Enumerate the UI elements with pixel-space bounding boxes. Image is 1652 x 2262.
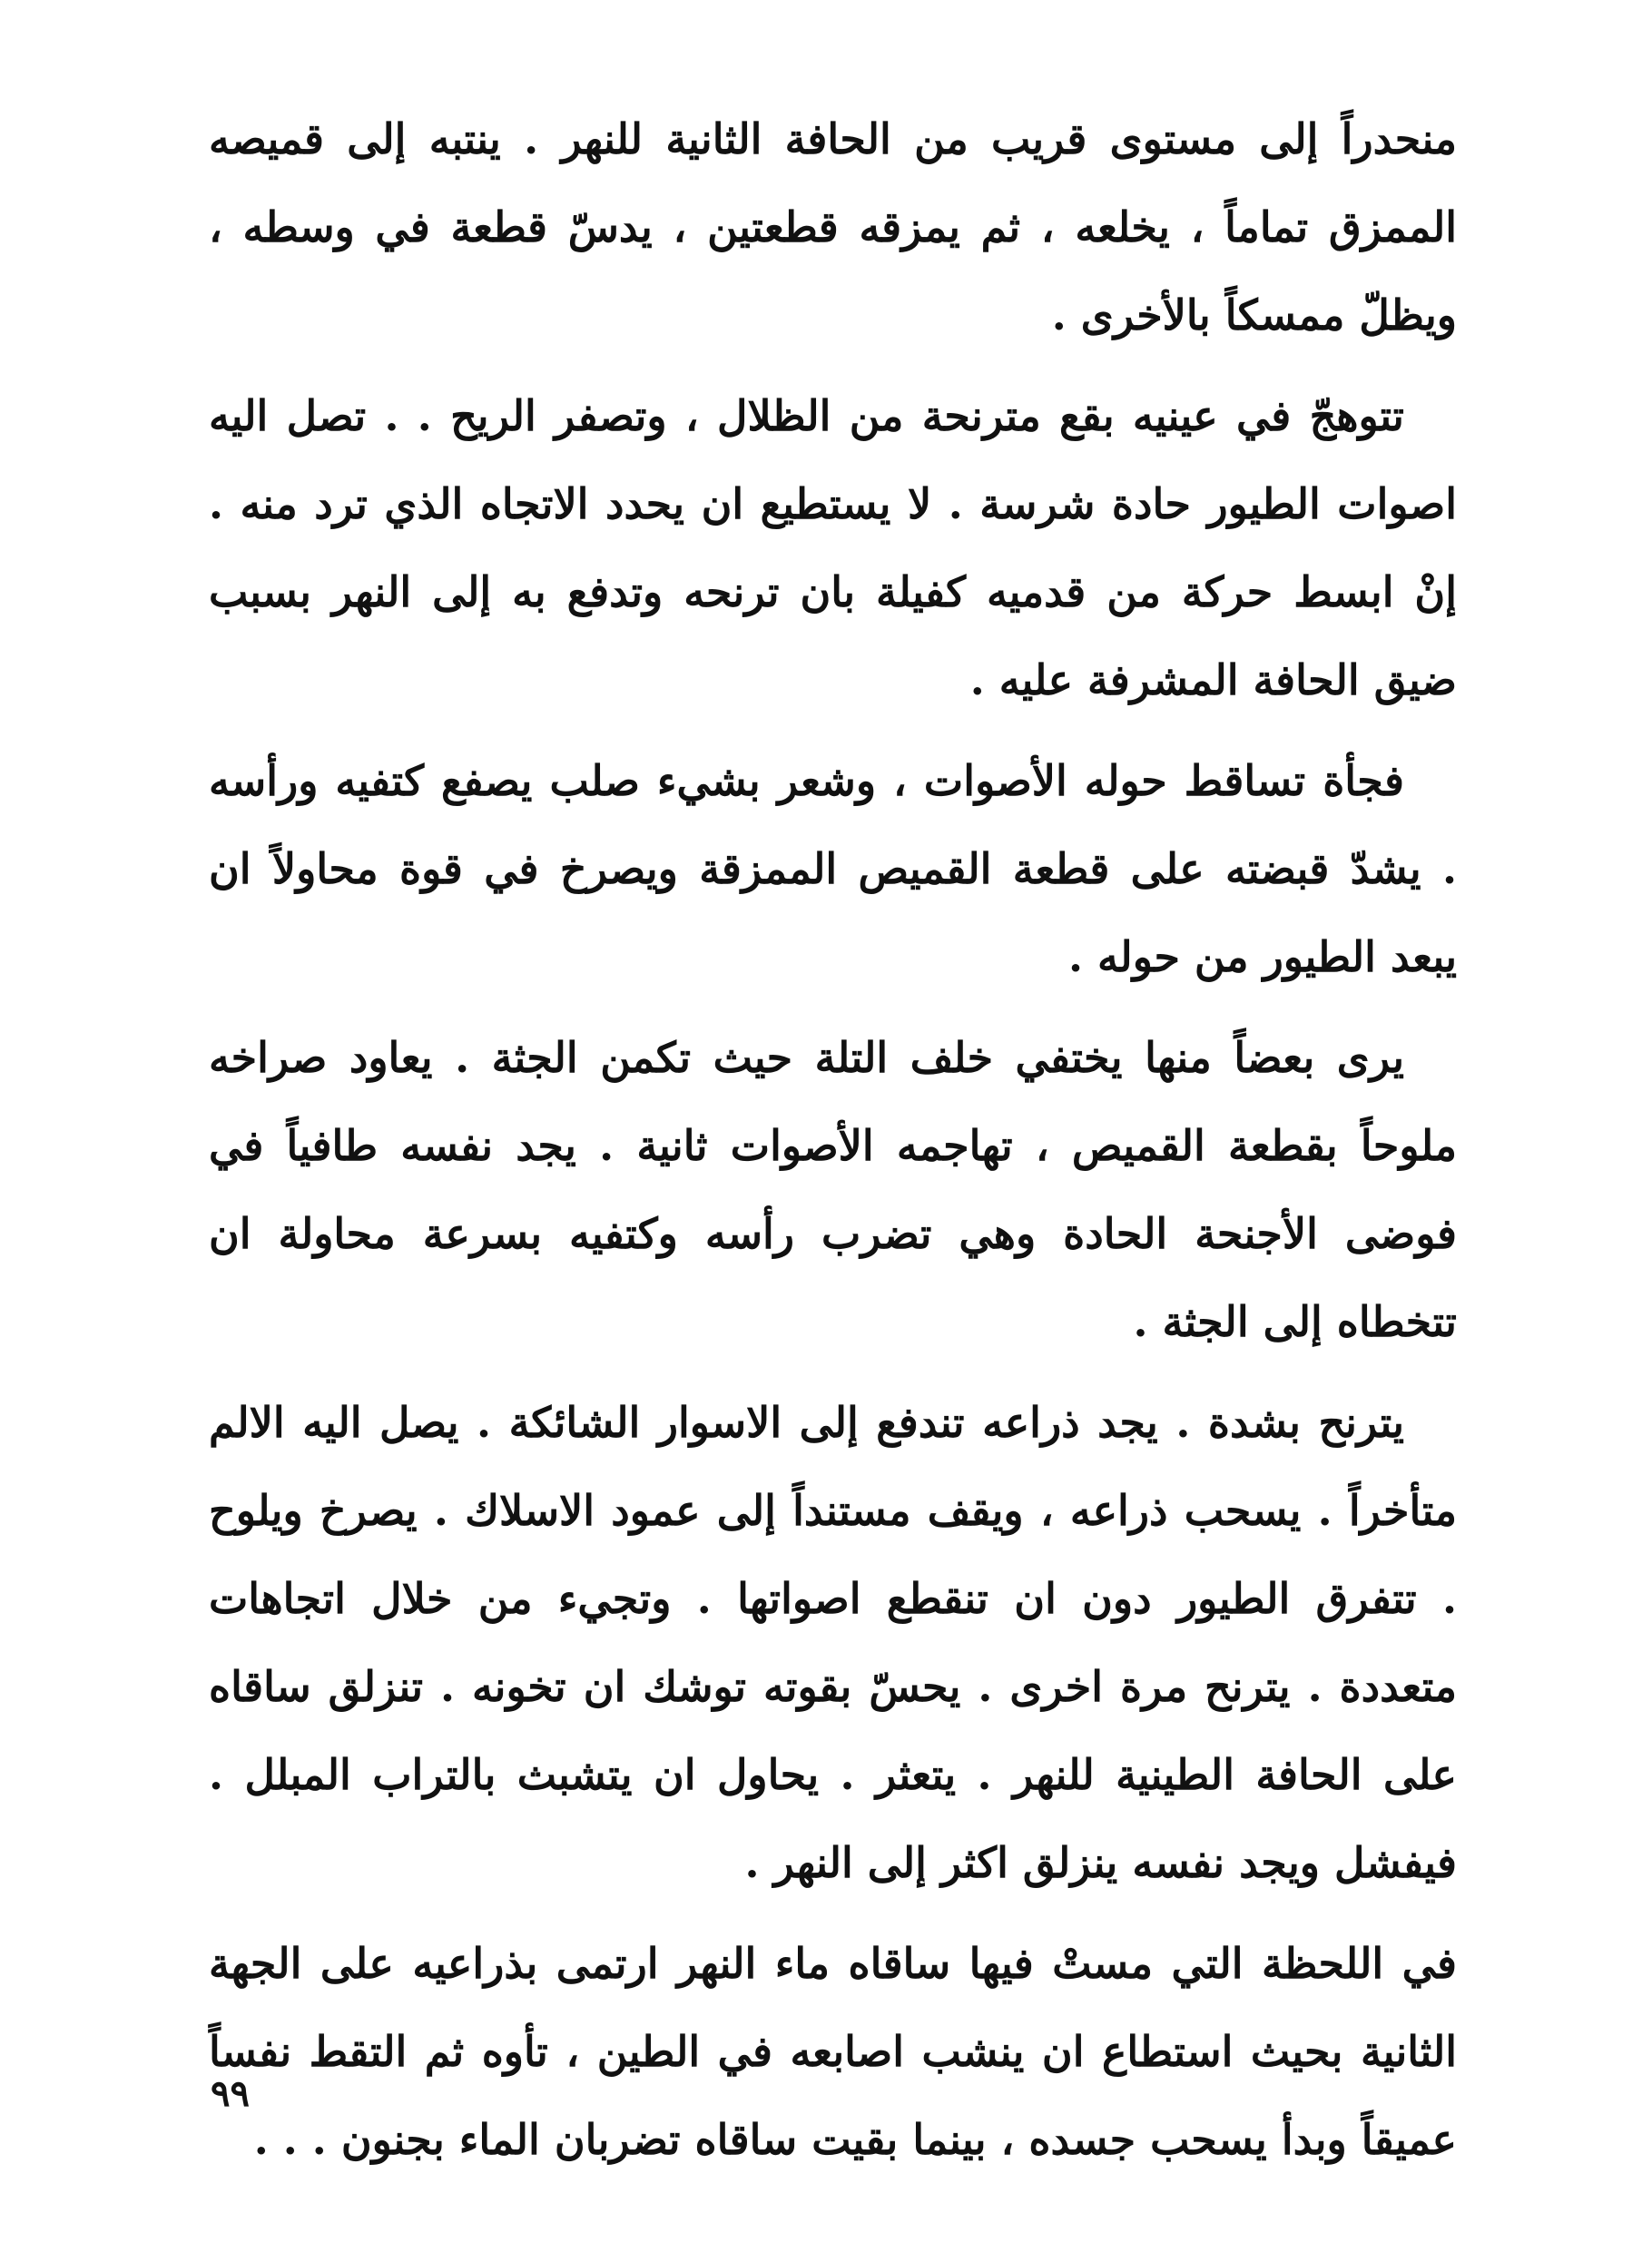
document-page	[209, 95, 1457, 2183]
paragraph-4: يرى بعضاً منها يختفي خلف التلة حيث تكمن الجثة . يعاود صراخه ملوحاً بقطعة القميص ، تهاجمه الأصوات ثانية . يجد نفسه طافياً في فوضى الأجنحة الحادة وهي تضرب رأسه وكتفيه بسرعة محاولة ان تتخطاه إلى الجثة .	[209, 1033, 1457, 1346]
paragraph-5: يترنح بشدة . يجد ذراعه تندفع إلى الاسوار الشائكة . يصل اليه الالم متأخراً . يسحب ذراعه ، ويقف مستنداً إلى عمود الاسلاك . يصرخ ويلوح . تتفرق الطيور دون ان تنقطع اصواتها . وتجيء من خلال اتجاهات متعددة . يترنح مرة اخرى . يحسّ بقوته توشك ان تخونه . تنزلق ساقاه على الحافة الطينية للنهر . يتعثر . يحاول ان يتشبث بالتراب المبلل . فيفشل ويجد نفسه ينزلق اكثر إلى النهر .	[209, 1398, 1457, 1887]
page-number: ٩٩	[211, 2072, 250, 2115]
paragraph-2: تتوهجّ في عينيه بقع مترنحة من الظلال ، وتصفر الريح . . تصل اليه اصوات الطيور حادة شرسة . لا يستطيع ان يحدد الاتجاه الذي ترد منه . إنْ ابسط حركة من قدميه كفيلة بان ترنحه وتدفع به إلى النهر بسبب ضيق الحافة المشرفة عليه .	[209, 391, 1457, 704]
paragraph-3: فجأة تساقط حوله الأصوات ، وشعر بشيء صلب يصفع كتفيه ورأسه . يشدّ قبضته على قطعة القميص الممزقة ويصرخ في قوة محاولاً ان يبعد الطيور من حوله .	[209, 756, 1457, 981]
paragraph-1: منحدراً إلى مستوى قريب من الحافة الثانية للنهر . ينتبه إلى قميصه الممزق تماماً ، يخلعه ، ثم يمزقه قطعتين ، يدسّ قطعة في وسطه ، ويظلّ ممسكاً بالأخرى .	[209, 114, 1457, 339]
body-text	[209, 95, 1457, 2184]
paragraph-6: في اللحظة التي مستْ فيها ساقاه ماء النهر ارتمى بذراعيه على الجهة الثانية بحيث استطاع ان ينشب اصابعه في الطين ، تأوه ثم التقط نفساً عميقاً وبدأ يسحب جسده ، بينما بقيت ساقاه تضربان الماء بجنون . . .	[209, 1939, 1457, 2164]
